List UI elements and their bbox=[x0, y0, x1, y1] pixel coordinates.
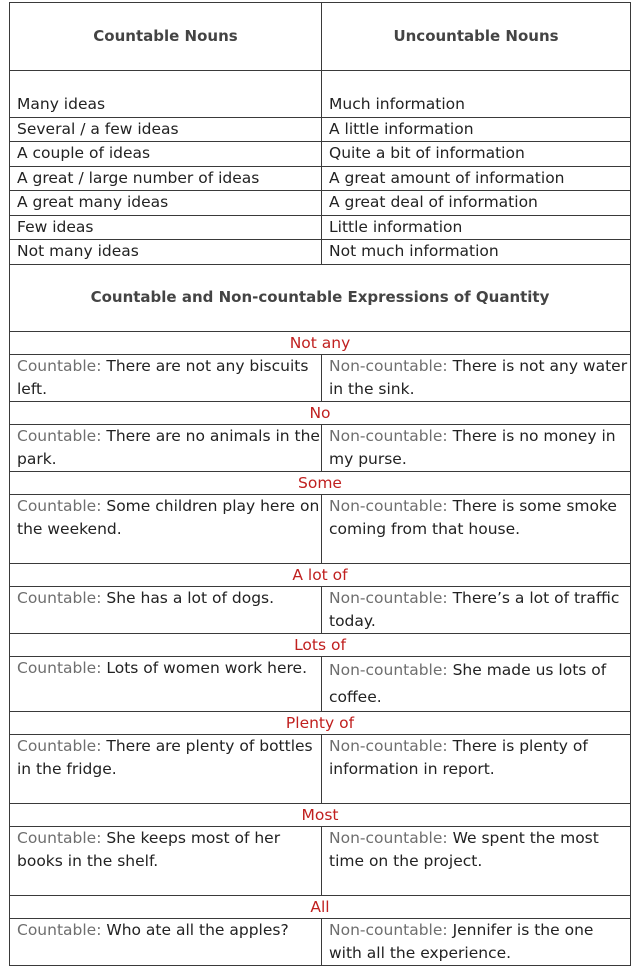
uncountable-list bbox=[322, 71, 631, 265]
example-noncountable bbox=[322, 918, 631, 965]
noncountable-label: Non-countable: bbox=[329, 828, 448, 847]
section-title-not-any: Not any bbox=[10, 331, 631, 354]
example-countable bbox=[10, 918, 322, 965]
example-text: There is no money in my purse. bbox=[329, 426, 616, 468]
list-item: A great many ideas bbox=[10, 191, 321, 216]
example-text: Who ate all the apples? bbox=[101, 920, 289, 939]
section-title-a-lot-of: A lot of bbox=[10, 563, 631, 586]
example-noncountable bbox=[322, 734, 631, 803]
example-noncountable bbox=[322, 656, 631, 711]
example-noncountable bbox=[322, 354, 631, 401]
section-subheading: Countable and Non-countable Expressions of Quantity bbox=[10, 264, 631, 331]
list-item: Much information bbox=[322, 93, 630, 118]
countable-label: Countable: bbox=[17, 356, 102, 375]
countable-label: Countable: bbox=[17, 920, 102, 939]
example-countable bbox=[10, 734, 322, 803]
list-item: A couple of ideas bbox=[10, 142, 321, 167]
header-uncountable: Uncountable Nouns bbox=[322, 3, 631, 71]
list-item: A little information bbox=[322, 118, 630, 143]
list-item: Not many ideas bbox=[17, 242, 139, 260]
example-countable bbox=[10, 424, 322, 471]
section-title-all: All bbox=[10, 895, 631, 918]
example-countable bbox=[10, 494, 322, 563]
example-text: There are no animals in the park. bbox=[17, 426, 320, 468]
example-text: There are not any biscuits left. bbox=[17, 356, 309, 398]
list-item: Not much information bbox=[329, 242, 499, 260]
countable-label: Countable: bbox=[17, 658, 102, 677]
quantity-table bbox=[9, 2, 631, 966]
example-text: There is not any water in the sink. bbox=[329, 356, 628, 398]
countable-list bbox=[10, 71, 322, 265]
example-text: There is some smoke coming from that house. bbox=[329, 496, 617, 538]
example-countable bbox=[10, 354, 322, 401]
example-text: There are plenty of bottles in the fridge. bbox=[17, 736, 313, 778]
noncountable-label: Non-countable: bbox=[329, 660, 448, 679]
noncountable-label: Non-countable: bbox=[329, 736, 448, 755]
list-item: Many ideas bbox=[10, 93, 321, 118]
countable-label: Countable: bbox=[17, 588, 102, 607]
section-title-some: Some bbox=[10, 471, 631, 494]
section-title-most: Most bbox=[10, 803, 631, 826]
example-countable bbox=[10, 656, 322, 711]
example-text: There’s a lot of traffic today. bbox=[329, 588, 620, 630]
section-title-no: No bbox=[10, 401, 631, 424]
example-noncountable bbox=[322, 826, 631, 895]
list-item: Quite a bit of information bbox=[322, 142, 630, 167]
countable-label: Countable: bbox=[17, 828, 102, 847]
list-item: Little information bbox=[322, 216, 630, 241]
example-text: She has a lot of dogs. bbox=[101, 588, 275, 607]
noncountable-label: Non-countable: bbox=[329, 426, 448, 445]
example-noncountable bbox=[322, 424, 631, 471]
list-item: Few ideas bbox=[10, 216, 321, 241]
list-item: A great amount of information bbox=[322, 167, 630, 192]
example-text: Lots of women work here. bbox=[101, 658, 307, 677]
example-noncountable bbox=[322, 586, 631, 633]
example-text: She made us lots of coffee. bbox=[329, 660, 607, 706]
countable-label: Countable: bbox=[17, 426, 102, 445]
example-text: There is plenty of information in report. bbox=[329, 736, 588, 778]
countable-label: Countable: bbox=[17, 496, 102, 515]
list-item: Several / a few ideas bbox=[10, 118, 321, 143]
example-text: She keeps most of her books in the shelf. bbox=[17, 828, 281, 870]
header-countable: Countable Nouns bbox=[10, 3, 322, 71]
list-item: A great deal of information bbox=[322, 191, 630, 216]
list-item: A great / large number of ideas bbox=[10, 167, 321, 192]
example-text: Jennifer is the one with all the experience. bbox=[329, 920, 594, 962]
section-title-plenty-of: Plenty of bbox=[10, 711, 631, 734]
countable-label: Countable: bbox=[17, 736, 102, 755]
section-title-lots-of: Lots of bbox=[10, 633, 631, 656]
noncountable-label: Non-countable: bbox=[329, 496, 448, 515]
example-countable bbox=[10, 586, 322, 633]
example-text: Some children play here on the weekend. bbox=[17, 496, 320, 538]
noncountable-label: Non-countable: bbox=[329, 588, 448, 607]
noncountable-label: Non-countable: bbox=[329, 920, 448, 939]
example-countable bbox=[10, 826, 322, 895]
example-noncountable bbox=[322, 494, 631, 563]
example-text: We spent the most time on the project. bbox=[329, 828, 599, 870]
noncountable-label: Non-countable: bbox=[329, 356, 448, 375]
